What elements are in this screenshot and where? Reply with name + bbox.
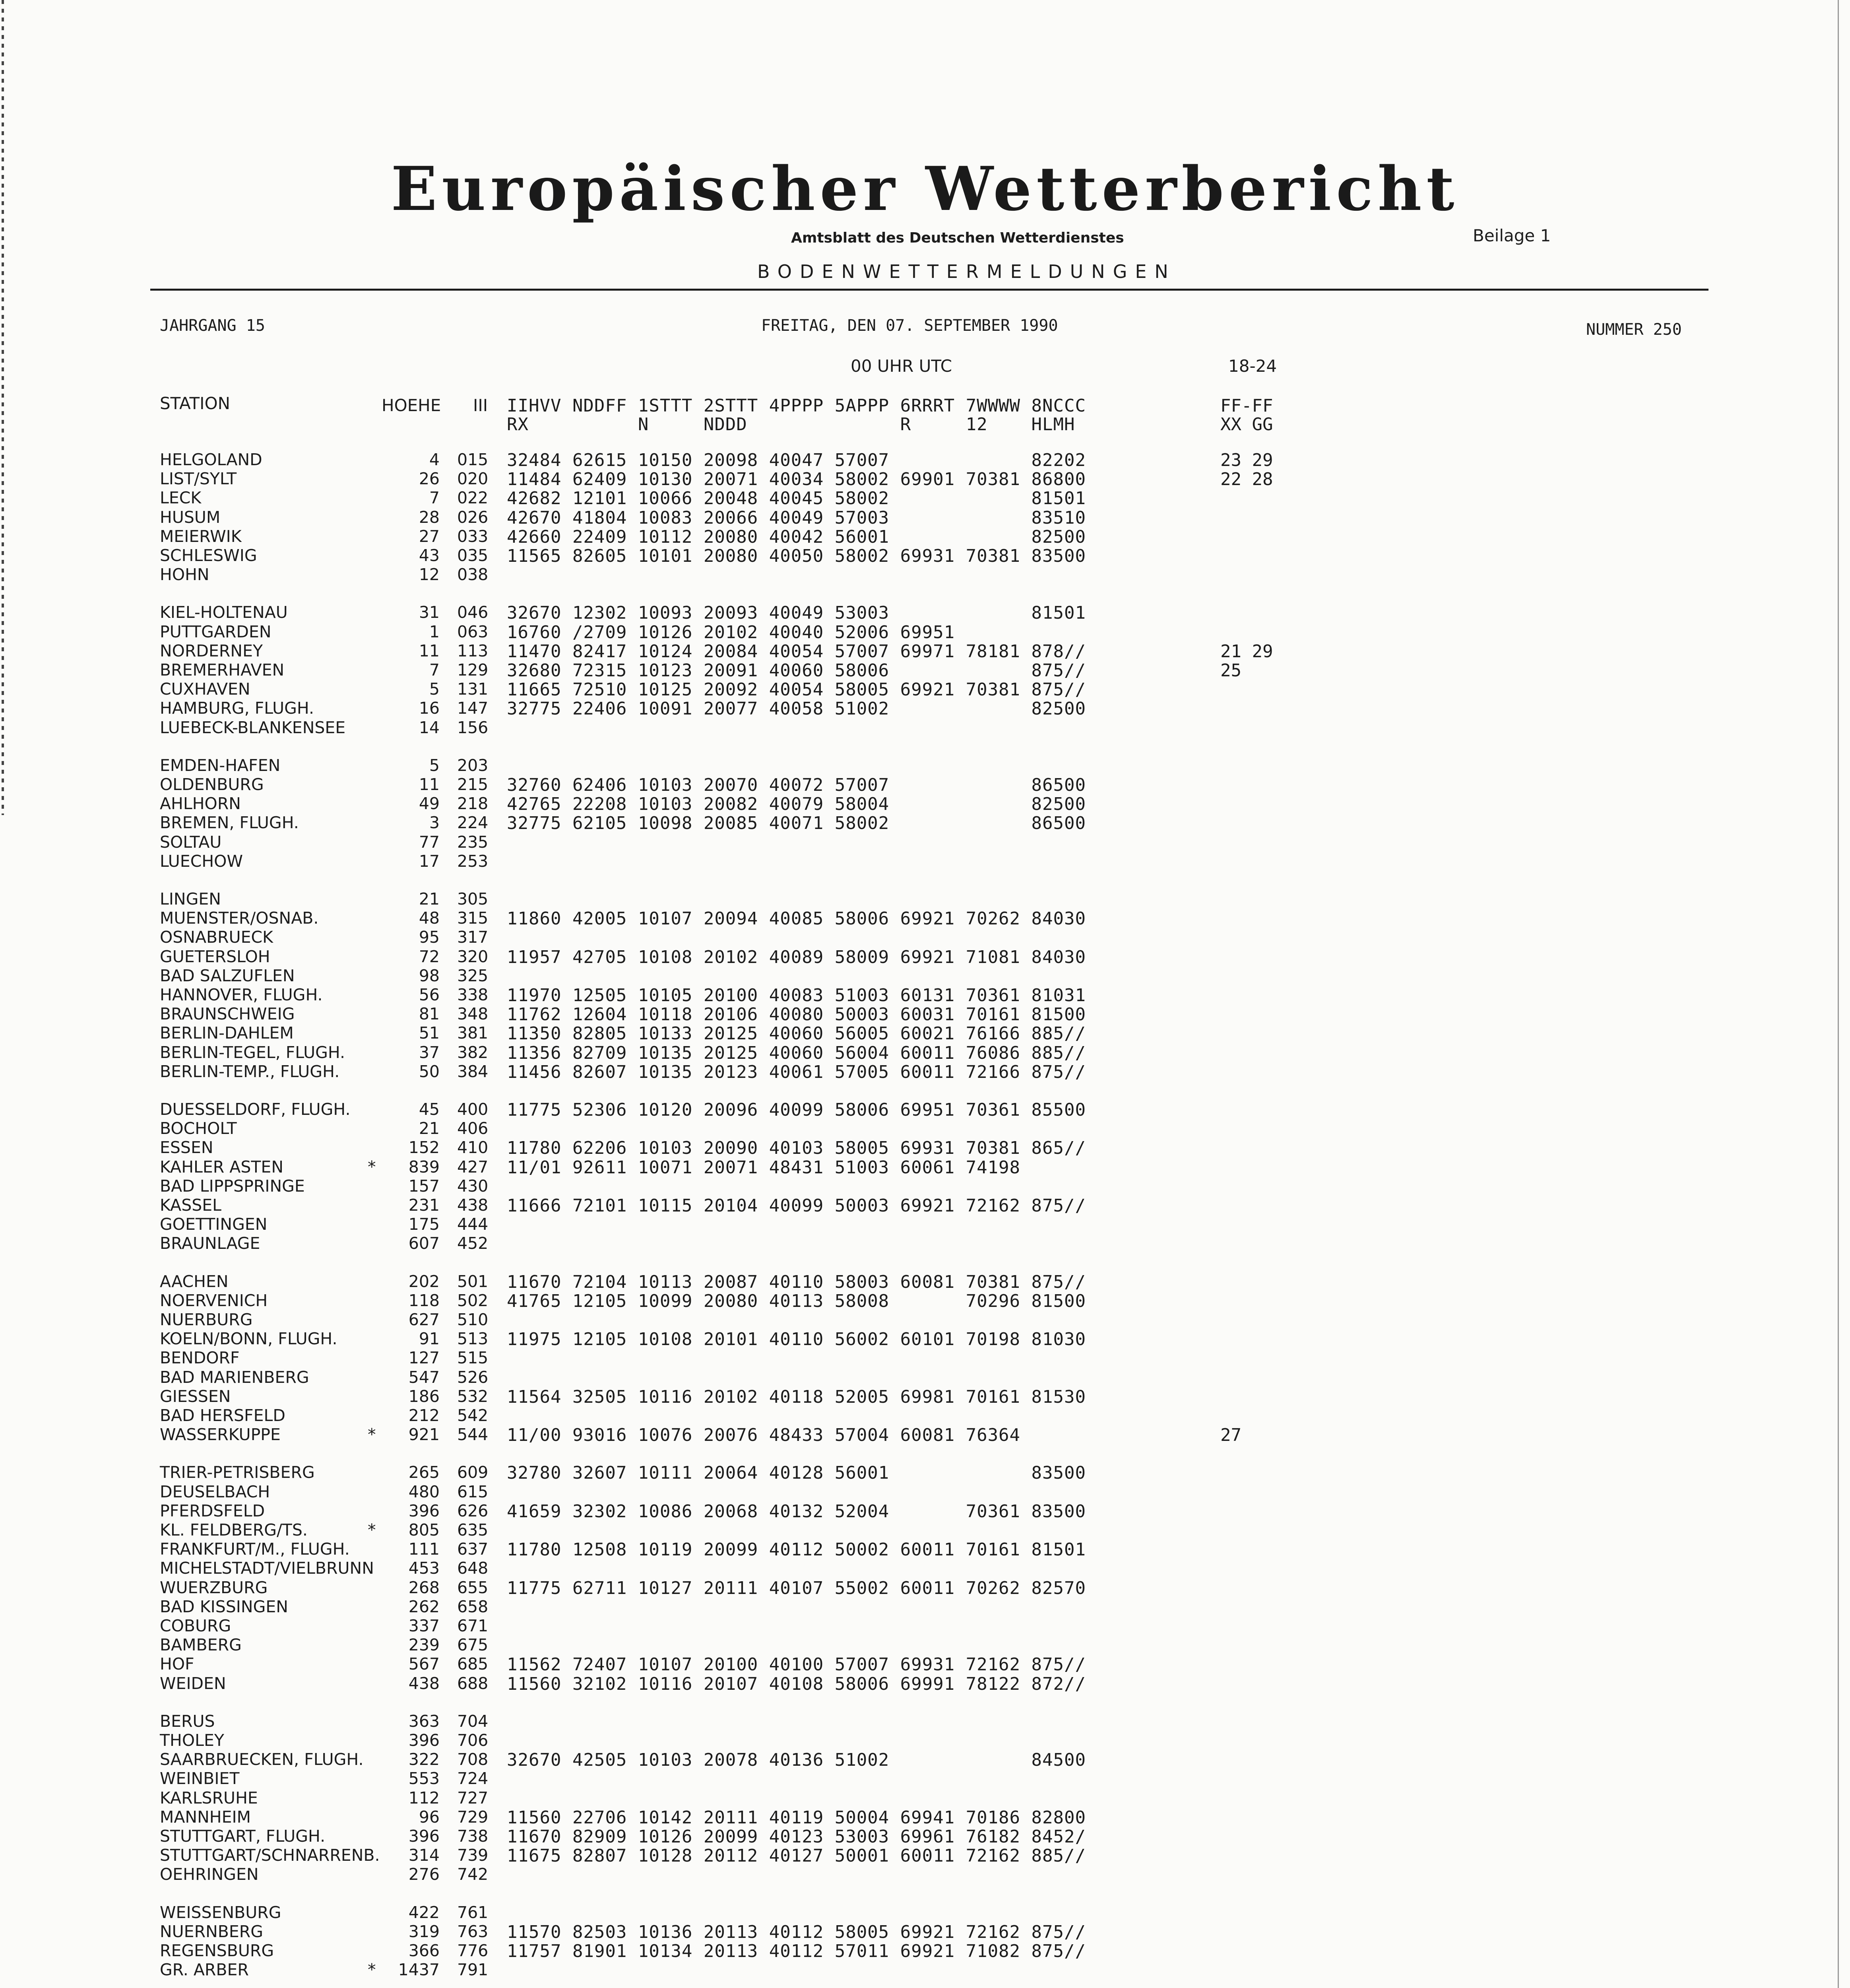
station-height: 28 (419, 508, 440, 527)
station-index: 384 (457, 1062, 489, 1081)
synop-code: 11456 82607 10135 20123 40061 57005 60011 72166 875// (507, 1062, 1086, 1082)
station-index: 609 (457, 1463, 489, 1482)
station-name: MEIERWIK (160, 527, 242, 546)
station-height: 396 (408, 1731, 440, 1750)
station-name: DUESSELDORF, FLUGH. (160, 1100, 351, 1119)
station-index: 035 (457, 546, 489, 565)
station-index: 706 (457, 1731, 489, 1750)
station-name: HELGOLAND (160, 450, 262, 469)
station-height: 839 (408, 1157, 440, 1176)
station-height: 26 (419, 469, 440, 488)
station-index: 381 (457, 1023, 489, 1043)
station-height: 152 (408, 1138, 440, 1157)
station-index: 203 (457, 756, 489, 775)
station-index: 253 (457, 852, 489, 871)
station-name: KOELN/BONN, FLUGH. (160, 1329, 337, 1348)
station-index: 510 (457, 1310, 489, 1329)
station-index: 305 (457, 889, 489, 909)
station-index: 729 (457, 1807, 489, 1827)
station-name: SOLTAU (160, 833, 222, 852)
synop-code: 16760 /2709 10126 20102 40040 52006 69951 (507, 622, 955, 643)
station-index: 427 (457, 1157, 489, 1176)
synop-code: 11775 52306 10120 20096 40099 58006 69951 70361 85500 (507, 1100, 1086, 1120)
station-name: NORDERNEY (160, 641, 263, 660)
station-height: 1437 (398, 1960, 440, 1979)
synop-code: 32484 62615 10150 20098 40047 57007 82202 (507, 450, 1086, 470)
station-index: 235 (457, 833, 489, 852)
time-18-24: 18-24 (1228, 356, 1277, 376)
station-index: 320 (457, 947, 489, 966)
synop-code: 32680 72315 10123 20091 40060 58006 875// (507, 660, 1086, 681)
station-height: 627 (408, 1310, 440, 1329)
station-height: 212 (408, 1406, 440, 1425)
synop-code: 32670 12302 10093 20093 40049 53003 81501 (507, 603, 1086, 623)
station-index: 532 (457, 1387, 489, 1406)
station-name: BAMBERG (160, 1635, 242, 1654)
station-name: STUTTGART, FLUGH. (160, 1827, 326, 1846)
station-height: 27 (419, 527, 440, 546)
station-name: TRIER-PETRISBERG (160, 1463, 315, 1482)
station-index: 063 (457, 622, 489, 641)
station-name: LUECHOW (160, 852, 243, 871)
station-name: LUEBECK-BLANKENSEE (160, 718, 346, 737)
issue-number: NUMMER 250 (1586, 320, 1682, 339)
synop-code: 11565 82605 10101 20080 40050 58002 69931 70381 83500 (507, 546, 1086, 566)
col-ff-ff: FF-FF (1220, 396, 1273, 416)
station-index: 410 (457, 1138, 489, 1157)
station-name: WASSERKUPPE (160, 1425, 281, 1444)
station-height: 112 (408, 1788, 440, 1807)
station-name: OLDENBURG (160, 775, 264, 794)
station-name: KIEL-HOLTENAU (160, 603, 288, 622)
station-index: 382 (457, 1043, 489, 1062)
station-height: 96 (419, 1807, 440, 1827)
station-height: 48 (419, 909, 440, 928)
station-index: 763 (457, 1922, 489, 1941)
station-name: OSNABRUECK (160, 928, 273, 947)
station-index: 438 (457, 1196, 489, 1215)
station-index: 727 (457, 1788, 489, 1807)
station-name: SAARBRUECKEN, FLUGH. (160, 1750, 364, 1769)
synop-code: 42682 12101 10066 20048 40045 58002 81501 (507, 488, 1086, 509)
synop-code: 11860 42005 10107 20094 40085 58006 69921 70262 84030 (507, 909, 1086, 929)
station-index: 544 (457, 1425, 489, 1444)
station-height: 31 (419, 603, 440, 622)
synop-code: 11670 72104 10113 20087 40110 58003 60081 70381 875// (507, 1272, 1086, 1292)
col-hoehe: HOEHE (382, 396, 441, 415)
station-name: KARLSRUHE (160, 1788, 258, 1807)
synop-code: 42765 22208 10103 20082 40079 58004 82500 (507, 794, 1086, 814)
station-name: BAD MARIENBERG (160, 1368, 309, 1387)
station-name: FRANKFURT/M., FLUGH. (160, 1540, 350, 1559)
station-name: MANNHEIM (160, 1807, 251, 1827)
station-height: 480 (408, 1482, 440, 1501)
station-name: BAD KISSINGEN (160, 1597, 288, 1616)
station-name: THOLEY (160, 1731, 224, 1750)
station-height: 337 (408, 1616, 440, 1635)
station-name: BREMERHAVEN (160, 660, 285, 679)
station-height: 43 (419, 546, 440, 565)
station-name: BERLIN-DAHLEM (160, 1023, 294, 1043)
station-height: 7 (429, 488, 440, 507)
synop-code: 11350 82805 10133 20125 40060 56005 60021 76166 885// (507, 1023, 1086, 1044)
station-index: 704 (457, 1712, 489, 1731)
issue-date: FREITAG, DEN 07. SEPTEMBER 1990 (761, 316, 1058, 335)
station-height: 157 (408, 1176, 440, 1196)
page-subtitle: Amtsblatt des Deutschen Wetterdienstes (791, 230, 1124, 246)
station-name: BRAUNSCHWEIG (160, 1004, 295, 1023)
station-height: 3 (429, 813, 440, 832)
station-name: WUERZBURG (160, 1578, 268, 1597)
station-index: 671 (457, 1616, 489, 1635)
mountain-marker: * (368, 1425, 376, 1444)
station-height: 95 (419, 928, 440, 947)
station-height: 81 (419, 1004, 440, 1023)
station-height: 422 (408, 1903, 440, 1922)
station-index: 022 (457, 488, 489, 507)
synop-code: 11356 82709 10135 20125 40060 56004 60011 76086 885// (507, 1043, 1086, 1063)
station-index: 637 (457, 1540, 489, 1559)
station-index: 129 (457, 660, 489, 679)
station-name: HANNOVER, FLUGH. (160, 985, 323, 1004)
station-name: KAHLER ASTEN (160, 1157, 284, 1176)
synop-code: 11780 12508 10119 20099 40112 50002 60011 70161 81501 (507, 1540, 1086, 1560)
station-name: GOETTINGEN (160, 1215, 268, 1234)
wind-18-24: 23 29 (1220, 450, 1273, 470)
station-height: 21 (419, 1119, 440, 1138)
station-height: 322 (408, 1750, 440, 1769)
station-name: DEUSELBACH (160, 1482, 270, 1501)
mountain-marker: * (368, 1520, 376, 1540)
station-index: 046 (457, 603, 489, 622)
station-index: 542 (457, 1406, 489, 1425)
synop-code: 32670 42505 10103 20078 40136 51002 84500 (507, 1750, 1086, 1770)
station-name: BAD LIPPSPRINGE (160, 1176, 305, 1196)
station-name: PUTTGARDEN (160, 622, 271, 641)
synop-code: 41659 32302 10086 20068 40132 52004 70361 83500 (507, 1501, 1086, 1522)
station-index: 685 (457, 1654, 489, 1673)
scan-edge-right (1838, 0, 1839, 1988)
col-xx-gg: XX GG (1220, 414, 1273, 435)
station-height: 56 (419, 985, 440, 1004)
station-index: 615 (457, 1482, 489, 1501)
synop-code: 41765 12105 10099 20080 40113 58008 70296 81500 (507, 1291, 1086, 1311)
station-height: 921 (408, 1425, 440, 1444)
station-name: KASSEL (160, 1196, 222, 1215)
station-name: NOERVENICH (160, 1291, 268, 1310)
station-height: 45 (419, 1100, 440, 1119)
station-height: 118 (408, 1291, 440, 1310)
station-height: 239 (408, 1635, 440, 1654)
synop-code: 11470 82417 10124 20084 40054 57007 69971 78181 878// (507, 641, 1086, 662)
synop-code: 11670 82909 10126 20099 40123 53003 69961 76182 8452/ (507, 1827, 1086, 1847)
station-index: 033 (457, 527, 489, 546)
station-height: 547 (408, 1368, 440, 1387)
station-height: 50 (419, 1062, 440, 1081)
station-name: MICHELSTADT/VIELBRUNN (160, 1559, 374, 1578)
jahrgang: JAHRGANG 15 (160, 316, 265, 335)
wind-18-24: 25 (1220, 660, 1241, 681)
station-height: 16 (419, 699, 440, 718)
station-index: 526 (457, 1368, 489, 1387)
station-name: SCHLESWIG (160, 546, 257, 565)
station-index: 513 (457, 1329, 489, 1348)
station-name: WEINBIET (160, 1769, 240, 1788)
header-rule (150, 289, 1708, 291)
station-index: 131 (457, 679, 489, 699)
station-name: HOF (160, 1654, 194, 1673)
station-index: 502 (457, 1291, 489, 1310)
station-index: 738 (457, 1827, 489, 1846)
station-height: 265 (408, 1463, 440, 1482)
station-name: COBURG (160, 1616, 231, 1635)
station-name: NUERNBERG (160, 1922, 264, 1941)
station-index: 776 (457, 1941, 489, 1960)
station-height: 567 (408, 1654, 440, 1673)
station-name: AACHEN (160, 1272, 229, 1291)
station-height: 127 (408, 1348, 440, 1367)
station-index: 215 (457, 775, 489, 794)
station-index: 648 (457, 1559, 489, 1578)
page-title: Europäischer Wetterbericht (391, 153, 1459, 224)
station-height: 607 (408, 1234, 440, 1253)
station-name: HUSUM (160, 508, 221, 527)
station-name: OEHRINGEN (160, 1865, 259, 1884)
station-name: WEISSENBURG (160, 1903, 281, 1922)
station-name: NUERBURG (160, 1310, 253, 1329)
station-name: BERLIN-TEGEL, FLUGH. (160, 1043, 345, 1062)
station-height: 319 (408, 1922, 440, 1941)
station-height: 553 (408, 1769, 440, 1788)
time-00-utc: 00 UHR UTC (851, 356, 952, 376)
station-index: 224 (457, 813, 489, 832)
synop-code: 11780 62206 10103 20090 40103 58005 69931 70381 865// (507, 1138, 1086, 1158)
station-height: 396 (408, 1827, 440, 1846)
station-height: 396 (408, 1501, 440, 1520)
synop-code: 42670 41804 10083 20066 40049 57003 83510 (507, 508, 1086, 528)
mountain-marker: * (368, 1157, 376, 1176)
station-name: BENDORF (160, 1348, 240, 1367)
station-name: BRAUNLAGE (160, 1234, 260, 1253)
scan-edge-left (2, 0, 4, 815)
station-height: 98 (419, 966, 440, 985)
station-height: 262 (408, 1597, 440, 1616)
station-index: 317 (457, 928, 489, 947)
station-index: 444 (457, 1215, 489, 1234)
station-name: ESSEN (160, 1138, 213, 1157)
station-name: GIESSEN (160, 1387, 231, 1406)
station-index: 026 (457, 508, 489, 527)
station-name: HAMBURG, FLUGH. (160, 699, 314, 718)
synop-code: 11564 32505 10116 20102 40118 52005 69981 70161 81530 (507, 1387, 1086, 1407)
station-index: 708 (457, 1750, 489, 1769)
synop-code: 32780 32607 10111 20064 40128 56001 83500 (507, 1463, 1086, 1483)
station-height: 12 (419, 565, 440, 584)
station-name: KL. FELDBERG/TS. (160, 1520, 308, 1540)
station-height: 202 (408, 1272, 440, 1291)
section-title: BODENWETTERMELDUNGEN (757, 261, 1176, 282)
synop-code: 32775 22406 10091 20077 40058 51002 82500 (507, 699, 1086, 719)
col-data-line2: RX N NDDD R 12 HLMH (507, 414, 1075, 435)
station-height: 453 (408, 1559, 440, 1578)
synop-code: 11762 12604 10118 20106 40080 50003 60031 70161 81500 (507, 1004, 1086, 1025)
station-height: 314 (408, 1846, 440, 1865)
station-height: 438 (408, 1674, 440, 1693)
station-height: 186 (408, 1387, 440, 1406)
station-index: 147 (457, 699, 489, 718)
synop-code: 11675 82807 10128 20112 40127 50001 60011 72162 885// (507, 1846, 1086, 1866)
station-height: 1 (429, 622, 440, 641)
wind-18-24: 27 (1220, 1425, 1241, 1445)
station-name: BAD HERSFELD (160, 1406, 285, 1425)
station-name: LECK (160, 488, 202, 507)
station-name: AHLHORN (160, 794, 241, 813)
station-index: 739 (457, 1846, 489, 1865)
station-height: 5 (429, 679, 440, 699)
station-index: 348 (457, 1004, 489, 1023)
station-name: LIST/SYLT (160, 469, 237, 488)
station-name: PFERDSFELD (160, 1501, 265, 1520)
station-index: 635 (457, 1520, 489, 1540)
station-height: 363 (408, 1712, 440, 1731)
station-name: BAD SALZUFLEN (160, 966, 295, 985)
station-index: 688 (457, 1674, 489, 1693)
station-index: 626 (457, 1501, 489, 1520)
station-name: BOCHOLT (160, 1119, 237, 1138)
station-index: 325 (457, 966, 489, 985)
station-height: 11 (419, 641, 440, 660)
station-index: 452 (457, 1234, 489, 1253)
station-index: 761 (457, 1903, 489, 1922)
col-iii: III (473, 396, 488, 415)
synop-code: 32760 62406 10103 20070 40072 57007 86500 (507, 775, 1086, 795)
station-index: 406 (457, 1119, 489, 1138)
station-name: EMDEN-HAFEN (160, 756, 281, 775)
synop-code: 11560 22706 10142 20111 40119 50004 69941 70186 82800 (507, 1807, 1086, 1828)
station-height: 111 (408, 1540, 440, 1559)
mountain-marker: * (368, 1960, 376, 1979)
station-height: 175 (408, 1215, 440, 1234)
station-index: 156 (457, 718, 489, 737)
station-index: 501 (457, 1272, 489, 1291)
wind-18-24: 22 28 (1220, 469, 1273, 489)
station-name: WEIDEN (160, 1674, 226, 1693)
station-index: 430 (457, 1176, 489, 1196)
synop-code: 11570 82503 10136 20113 40112 58005 69921 72162 875// (507, 1922, 1086, 1942)
synop-code: 11970 12505 10105 20100 40083 51003 60131 70361 81031 (507, 985, 1086, 1006)
station-height: 4 (429, 450, 440, 469)
station-index: 113 (457, 641, 489, 660)
station-index: 218 (457, 794, 489, 813)
station-name: BREMEN, FLUGH. (160, 813, 299, 832)
station-height: 268 (408, 1578, 440, 1597)
synop-code: 32775 62105 10098 20085 40071 58002 86500 (507, 813, 1086, 833)
station-height: 7 (429, 660, 440, 679)
station-name: REGENSBURG (160, 1941, 274, 1960)
station-name: STUTTGART/SCHNARRENB. (160, 1846, 380, 1865)
station-index: 675 (457, 1635, 489, 1654)
synop-code: 11757 81901 10134 20113 40112 57011 69921 71082 875// (507, 1941, 1086, 1961)
synop-code: 11562 72407 10107 20100 40100 57007 69931 72162 875// (507, 1654, 1086, 1675)
beilage-label: Beilage 1 (1473, 226, 1551, 245)
station-name: GUETERSLOH (160, 947, 270, 966)
station-height: 17 (419, 852, 440, 871)
wind-18-24: 21 29 (1220, 641, 1273, 662)
station-height: 805 (408, 1520, 440, 1540)
station-index: 724 (457, 1769, 489, 1788)
station-height: 5 (429, 756, 440, 775)
station-height: 49 (419, 794, 440, 813)
station-name: GR. ARBER (160, 1960, 249, 1979)
station-name: BERLIN-TEMP., FLUGH. (160, 1062, 340, 1081)
station-index: 020 (457, 469, 489, 488)
synop-code: 11/00 93016 10076 20076 48433 57004 60081 76364 (507, 1425, 1021, 1445)
synop-code: 11957 42705 10108 20102 40089 58009 69921 71081 84030 (507, 947, 1086, 967)
station-height: 14 (419, 718, 440, 737)
station-height: 276 (408, 1865, 440, 1884)
station-index: 515 (457, 1348, 489, 1367)
station-index: 315 (457, 909, 489, 928)
synop-code: 11665 72510 10125 20092 40054 58005 69921 70381 875// (507, 679, 1086, 700)
station-index: 658 (457, 1597, 489, 1616)
station-height: 91 (419, 1329, 440, 1348)
synop-code: 11560 32102 10116 20107 40108 58006 69991 78122 872// (507, 1674, 1086, 1694)
station-index: 338 (457, 985, 489, 1004)
synop-code: 11484 62409 10130 20071 40034 58002 69901 70381 86800 (507, 469, 1086, 489)
station-name: BERUS (160, 1712, 215, 1731)
col-station: STATION (160, 394, 231, 413)
station-index: 791 (457, 1960, 489, 1979)
station-height: 366 (408, 1941, 440, 1960)
station-height: 21 (419, 889, 440, 909)
station-name: HOHN (160, 565, 209, 584)
station-name: LINGEN (160, 889, 221, 909)
station-index: 038 (457, 565, 489, 584)
synop-code: 42660 22409 10112 20080 40042 56001 82500 (507, 527, 1086, 547)
station-index: 015 (457, 450, 489, 469)
synop-code: 11975 12105 10108 20101 40110 56002 60101 70198 81030 (507, 1329, 1086, 1349)
synop-code: 11666 72101 10115 20104 40099 50003 69921 72162 875// (507, 1196, 1086, 1216)
synop-code: 11775 62711 10127 20111 40107 55002 60011 70262 82570 (507, 1578, 1086, 1598)
station-height: 51 (419, 1023, 440, 1043)
station-height: 72 (419, 947, 440, 966)
synop-code: 11/01 92611 10071 20071 48431 51003 60061 74198 (507, 1157, 1021, 1178)
station-index: 400 (457, 1100, 489, 1119)
station-index: 655 (457, 1578, 489, 1597)
station-height: 231 (408, 1196, 440, 1215)
station-height: 11 (419, 775, 440, 794)
station-height: 37 (419, 1043, 440, 1062)
station-name: CUXHAVEN (160, 679, 250, 699)
col-data-line1: IIHVV NDDFF 1STTT 2STTT 4PPPP 5APPP 6RRRT 7WWWW 8NCCC (507, 396, 1086, 416)
station-index: 742 (457, 1865, 489, 1884)
station-height: 77 (419, 833, 440, 852)
station-name: MUENSTER/OSNAB. (160, 909, 319, 928)
